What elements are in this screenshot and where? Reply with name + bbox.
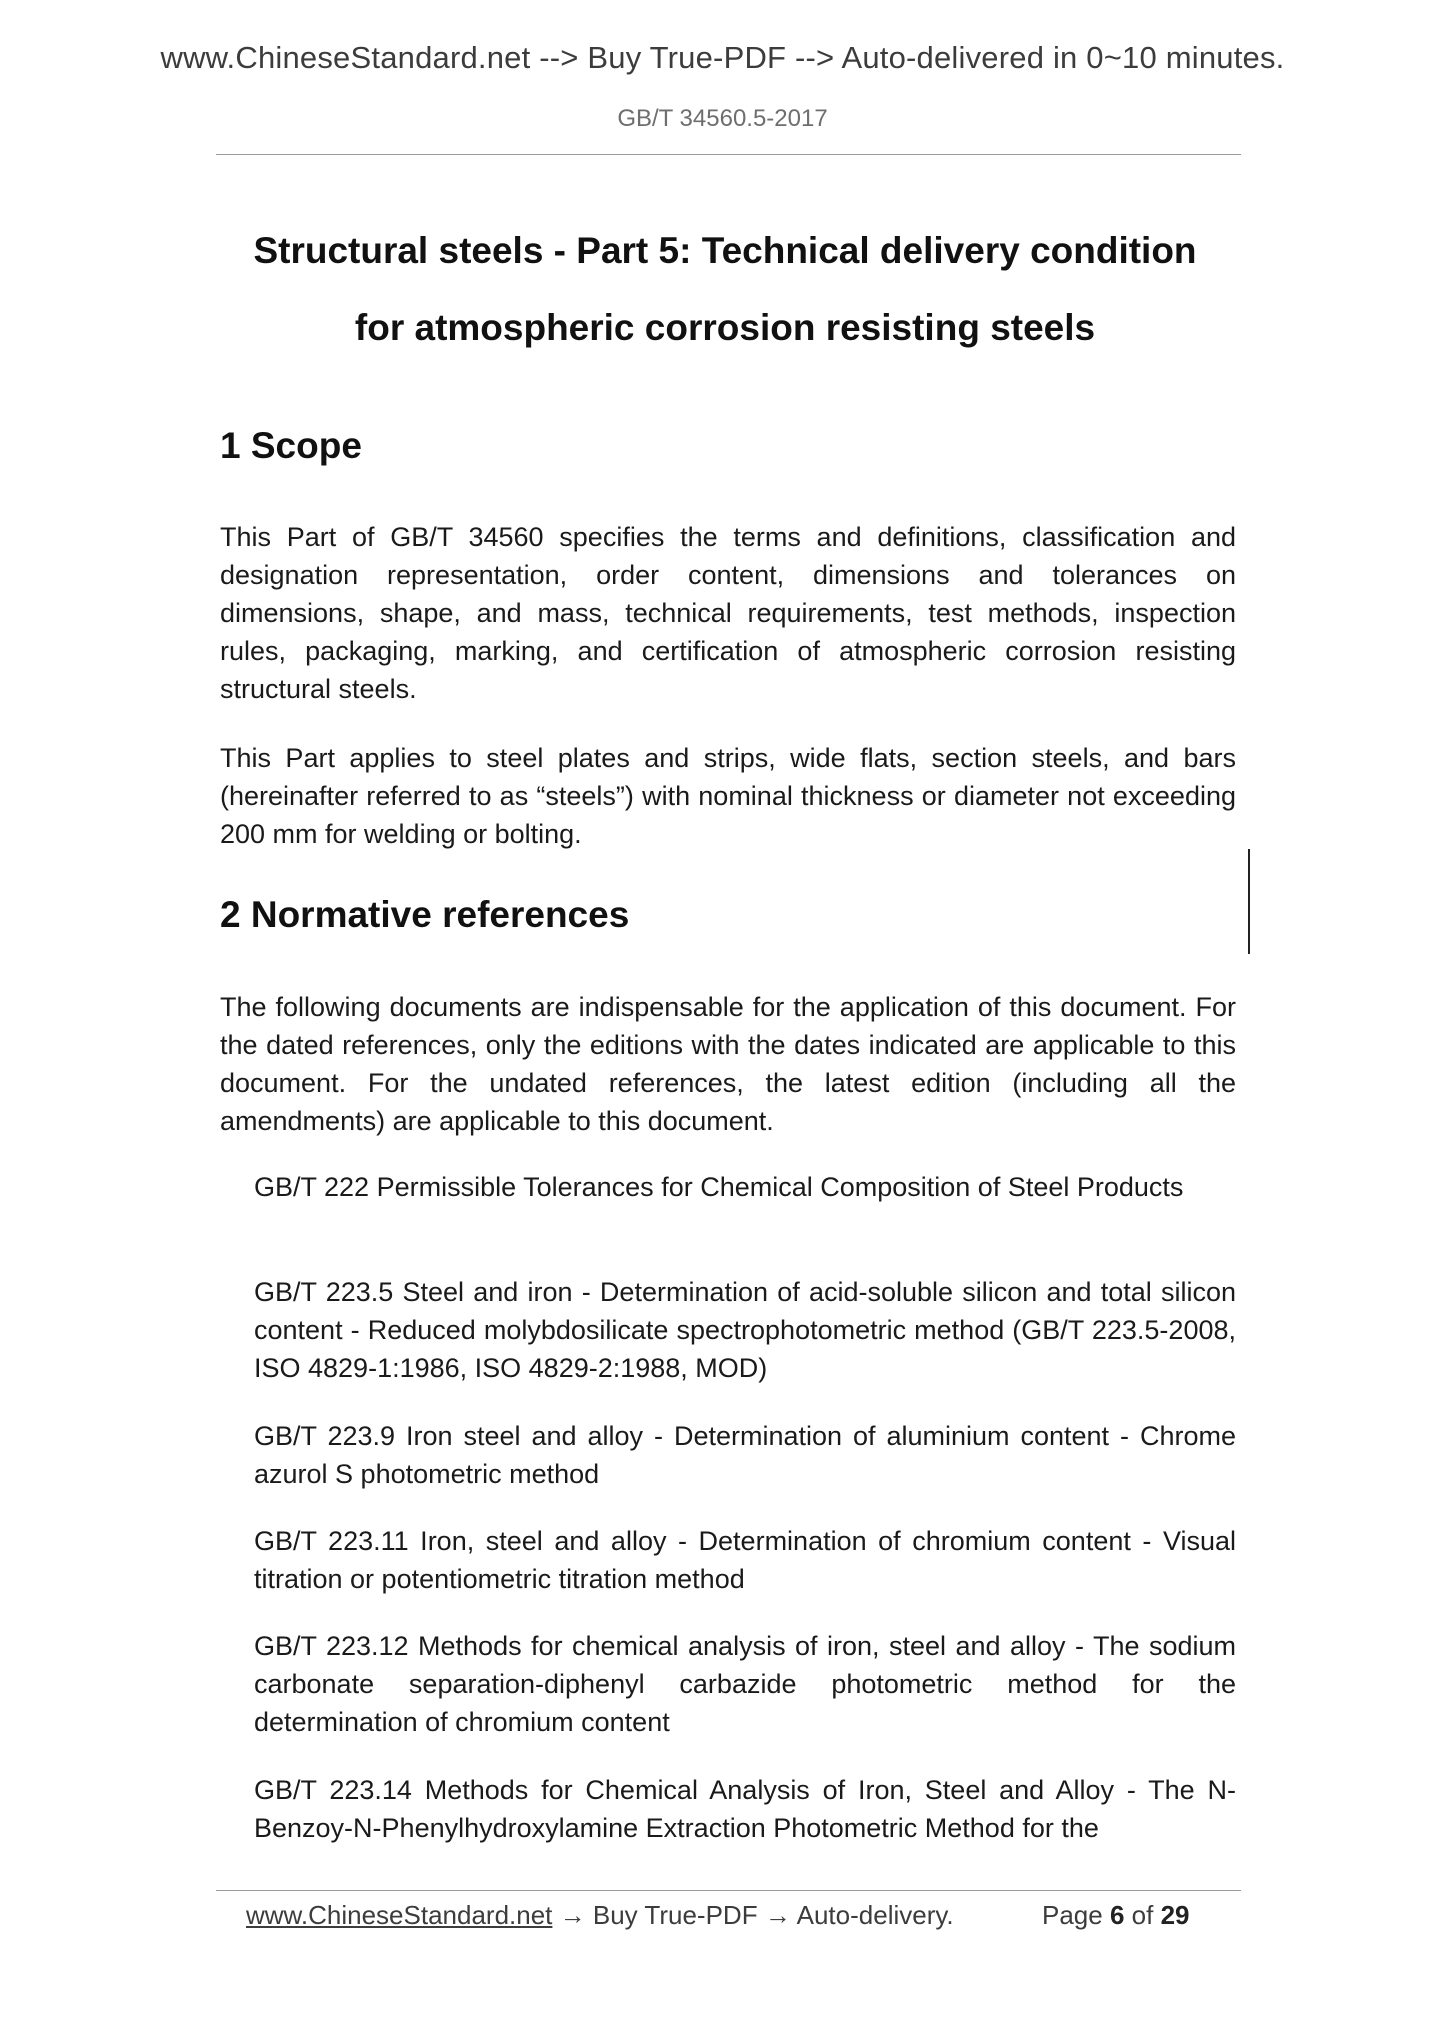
total-pages: 29	[1160, 1900, 1190, 1930]
scope-paragraph-2: This Part applies to steel plates and strips, wide flats, section steels, and bars (hereinafter referred to as “steels”) with nominal thickness or diameter not exceeding 200 mm for welding or bolting.	[220, 743, 1236, 849]
document-code: GB/T 34560.5-2017	[617, 105, 828, 132]
arrow-right-icon: →	[764, 1900, 791, 1930]
title-line-1: Structural steels - Part 5: Technical delivery condition	[253, 230, 1197, 271]
section-heading-scope: 1 Scope	[220, 425, 362, 466]
normative-references-intro: The following documents are indispensable for the application of this document. For the dated references, only the editions with the dates indicated are applicable to this document. For the undated references, the latest edition (including all the amendments) are applicable to this document.	[220, 992, 1236, 1136]
footer-buy-text: Buy True-PDF	[592, 1900, 758, 1930]
title-line-2: for atmospheric corrosion resisting steels	[354, 307, 1096, 348]
section-heading-normative-references: 2 Normative references	[220, 894, 630, 935]
reference-item: GB/T 223.14 Methods for Chemical Analysis of Iron, Steel and Alloy - The N-Benzoy-N-Phenylhydroxylamine Extraction Photometric Method for the	[254, 1775, 1236, 1843]
reference-item: GB/T 222 Permissible Tolerances for Chemical Composition of Steel Products	[254, 1172, 1184, 1202]
reference-item: GB/T 223.11 Iron, steel and alloy - Determination of chromium content - Visual titration or potentiometric titration method	[254, 1526, 1236, 1594]
arrow-right-icon: →	[559, 1900, 586, 1930]
footer-site-link[interactable]: www.ChineseStandard.net	[246, 1900, 553, 1930]
footer-delivery-text: Auto-delivery.	[796, 1900, 954, 1930]
page-indicator	[1042, 1900, 1190, 1931]
reference-item: GB/T 223.9 Iron steel and alloy - Determination of aluminium content - Chrome azurol S photometric method	[254, 1421, 1236, 1489]
document-title	[180, 212, 1270, 366]
reference-item: GB/T 223.5 Steel and iron - Determination of acid-soluble silicon and total silicon content - Reduced molybdosilicate spectrophotometric method (GB/T 223.5-2008, ISO 4829-1:1986, ISO 4829-2:1988, MOD)	[254, 1277, 1236, 1383]
revision-bar	[1248, 849, 1250, 954]
footer-left	[246, 1900, 954, 1931]
scope-paragraph-1: This Part of GB/T 34560 specifies the terms and definitions, classification and designation representation, order content, dimensions and tolerances on dimensions, shape, and mass, technical requirements, test methods, inspection rules, packaging, marking, and certification of atmospheric corrosion resisting structural steels.	[220, 522, 1236, 704]
of-label: of	[1131, 1900, 1154, 1930]
page-label: Page	[1042, 1900, 1103, 1930]
site-banner: www.ChineseStandard.net --> Buy True-PDF --> Auto-delivered in 0~10 minutes.	[160, 40, 1285, 75]
page-footer	[246, 1900, 1246, 1936]
header-divider	[216, 154, 1241, 155]
footer-divider	[216, 1890, 1241, 1891]
page-number: 6	[1109, 1900, 1125, 1930]
reference-item: GB/T 223.12 Methods for chemical analysis of iron, steel and alloy - The sodium carbonate separation-diphenyl carbazide photometric method for the determination of chromium content	[254, 1631, 1236, 1737]
